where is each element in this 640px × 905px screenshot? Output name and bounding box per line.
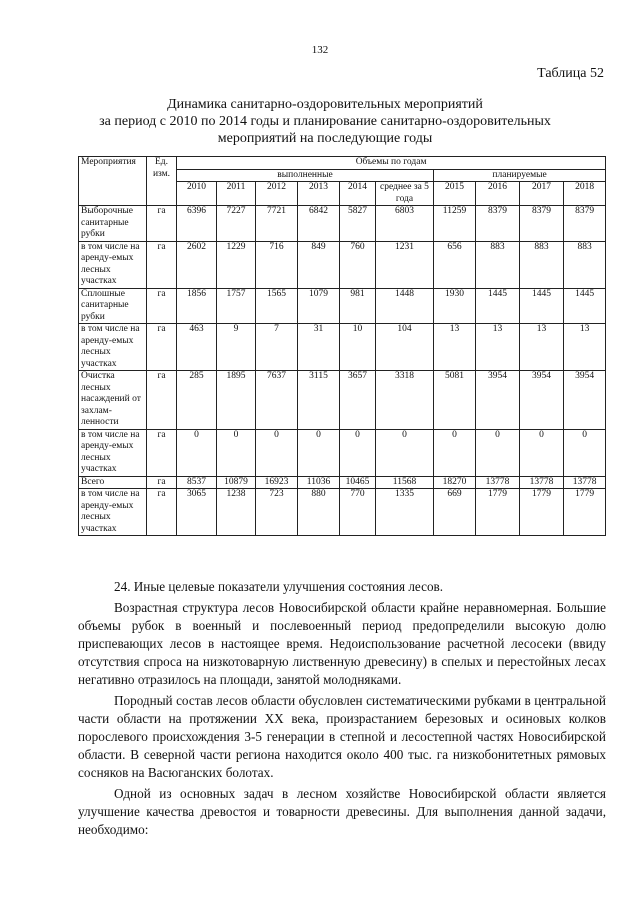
header-volumes: Объемы по годам [177,157,606,170]
row-value: 0 [376,429,434,476]
row-value: 1565 [256,288,298,324]
title-line: за период с 2010 по 2014 годы и планирование санитарно-оздоровительных [99,114,551,129]
row-value: 0 [217,429,256,476]
row-value: 13778 [476,476,520,489]
row-value: 3954 [520,371,564,430]
header-planned: планируемые [434,169,606,182]
row-value: 8379 [476,206,520,242]
row-value: 880 [298,489,340,536]
row-value: 1779 [564,489,606,536]
data-table-wrapper [78,156,605,536]
row-value: 7 [256,324,298,371]
header-year: 2012 [256,182,298,206]
row-value: 1079 [298,288,340,324]
row-value: 1445 [520,288,564,324]
table-label: Таблица 52 [537,66,604,81]
row-value: 285 [177,371,217,430]
row-value: 1895 [217,371,256,430]
row-value: 13778 [564,476,606,489]
row-value: 1448 [376,288,434,324]
row-value: 1856 [177,288,217,324]
row-unit: га [147,206,177,242]
row-value: 18270 [434,476,476,489]
row-value: 5827 [340,206,376,242]
header-year: 2010 [177,182,217,206]
row-activity: Очистка лесных насаждений от захлам-ленности [79,371,147,430]
row-value: 104 [376,324,434,371]
row-value: 1335 [376,489,434,536]
header-year: 2016 [476,182,520,206]
row-value: 13 [520,324,564,371]
row-value: 1445 [476,288,520,324]
header-year: 2013 [298,182,340,206]
row-value: 10879 [217,476,256,489]
row-value: 11259 [434,206,476,242]
row-value: 656 [434,241,476,288]
table-row [79,288,606,324]
row-value: 3657 [340,371,376,430]
row-activity: в том числе на аренду-емых лесных участках [79,241,147,288]
row-value: 1779 [476,489,520,536]
row-value: 981 [340,288,376,324]
row-value: 716 [256,241,298,288]
header-year: 2015 [434,182,476,206]
row-value: 11036 [298,476,340,489]
row-activity: Сплошные санитарные рубки [79,288,147,324]
row-value: 883 [520,241,564,288]
row-unit: га [147,241,177,288]
row-value: 1238 [217,489,256,536]
header-activity: Мероприятия [79,157,147,206]
paragraph: Породный состав лесов области обусловлен систематическими рубками в центральной части области на протяжении XX века, произрастанием березовых и осиновых колков порослевого происхождения 3-5 генерации в степной и лесостепной частях Новосибирской области. В северной части региона находится около 400 тыс. га низкобонитетных рямовых сосняков на Васюганских болотах. [78,693,606,780]
row-value: 849 [298,241,340,288]
row-value: 2602 [177,241,217,288]
row-activity: Выборочные санитарные рубки [79,206,147,242]
table-row [79,324,606,371]
title-line: Динамика санитарно-оздоровительных мероприятий [167,97,483,112]
table-title [60,96,590,147]
row-value: 8537 [177,476,217,489]
header-done: выполненные [177,169,434,182]
row-value: 1229 [217,241,256,288]
row-value: 7227 [217,206,256,242]
row-value: 3954 [476,371,520,430]
row-value: 760 [340,241,376,288]
row-value: 7721 [256,206,298,242]
row-unit: га [147,489,177,536]
paragraph: Одной из основных задач в лесном хозяйстве Новосибирской области является улучшение качества древостоя и товарности древесины. Для выполнения данной задачи, необходимо: [78,786,606,837]
row-value: 0 [520,429,564,476]
body-text [78,578,606,839]
row-value: 0 [256,429,298,476]
row-value: 8379 [520,206,564,242]
row-value: 13 [476,324,520,371]
section-heading: 24. Иные целевые показатели улучшения состояния лесов. [114,579,444,594]
row-unit: га [147,324,177,371]
row-value: 883 [564,241,606,288]
row-activity: в том числе на аренду-емых лесных участках [79,324,147,371]
row-activity: в том числе на аренду-емых лесных участках [79,489,147,536]
row-value: 3954 [564,371,606,430]
header-year: 2014 [340,182,376,206]
row-value: 13 [564,324,606,371]
header-year: 2017 [520,182,564,206]
row-value: 669 [434,489,476,536]
row-value: 1757 [217,288,256,324]
row-value: 463 [177,324,217,371]
row-value: 0 [340,429,376,476]
row-value: 1445 [564,288,606,324]
row-value: 5081 [434,371,476,430]
row-value: 723 [256,489,298,536]
row-value: 6842 [298,206,340,242]
row-value: 10465 [340,476,376,489]
header-year: 2011 [217,182,256,206]
table-row [79,206,606,242]
row-value: 10 [340,324,376,371]
header-year: 2018 [564,182,606,206]
row-activity: Всего [79,476,147,489]
row-value: 1231 [376,241,434,288]
row-unit: га [147,476,177,489]
row-value: 3065 [177,489,217,536]
row-value: 3318 [376,371,434,430]
row-value: 16923 [256,476,298,489]
row-value: 1930 [434,288,476,324]
row-value: 0 [476,429,520,476]
row-unit: га [147,371,177,430]
row-value: 7637 [256,371,298,430]
row-value: 0 [177,429,217,476]
row-value: 13778 [520,476,564,489]
table-row [79,489,606,536]
table-row [79,429,606,476]
paragraph: Возрастная структура лесов Новосибирской области крайне неравномерная. Большие объемы рубок в военный и послевоенный период предопределили высокую долю приспевающих лесов в настоящее время. Недоиспользование расчетной лесосеки (ввиду отсутствия спроса на низкотоварную лиственную древесину) в спелых и перестойных лесах негативно отразилось на площади, занятой молодняками. [78,600,606,687]
row-value: 9 [217,324,256,371]
header-unit: Ед. изм. [147,157,177,206]
table-row [79,476,606,489]
table-row [79,241,606,288]
row-value: 31 [298,324,340,371]
row-value: 770 [340,489,376,536]
header-average: среднее за 5 года [376,182,434,206]
row-value: 0 [298,429,340,476]
row-value: 8379 [564,206,606,242]
row-value: 0 [564,429,606,476]
row-value: 0 [434,429,476,476]
row-activity: в том числе на аренду-емых лесных участках [79,429,147,476]
row-value: 6396 [177,206,217,242]
row-value: 3115 [298,371,340,430]
row-value: 883 [476,241,520,288]
title-line: мероприятий на последующие годы [217,131,433,146]
sanitary-measures-table [78,156,606,536]
table-row [79,371,606,430]
row-value: 1779 [520,489,564,536]
row-unit: га [147,288,177,324]
row-value: 11568 [376,476,434,489]
row-unit: га [147,429,177,476]
row-value: 13 [434,324,476,371]
row-value: 6803 [376,206,434,242]
page-number: 132 [311,44,329,56]
